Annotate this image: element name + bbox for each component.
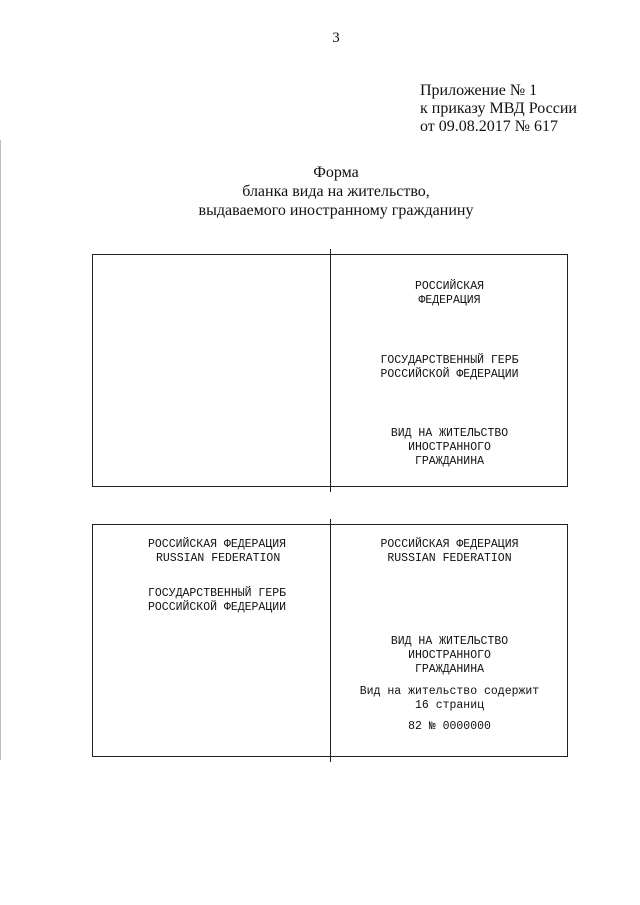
appendix-header [420, 82, 577, 136]
appendix-line-1: Приложение № 1 [420, 82, 538, 99]
inner-right-doc-line-1: ВИД НА ЖИТЕЛЬСТВО [390, 635, 509, 648]
cover-document-name [331, 427, 568, 469]
inner-right-panel [331, 525, 568, 756]
inner-right-doc-line-3: ГРАЖДАНИНА [414, 663, 484, 676]
inner-right-document-name [331, 635, 568, 677]
cover-emblem-line-1: ГОСУДАРСТВЕННЫЙ ГЕРБ [380, 354, 519, 367]
title-line-2: бланка вида на жительство, [242, 183, 430, 200]
document-title [0, 163, 640, 220]
inner-left-emblem [148, 587, 286, 615]
cover-emblem [331, 354, 568, 382]
cover-country [331, 280, 568, 308]
appendix-line-2: к приказу МВД России [420, 100, 577, 117]
cover-back-panel [93, 255, 330, 486]
form-cover [92, 254, 568, 487]
cover-country-line-2: ФЕДЕРАЦИЯ [418, 294, 481, 307]
cover-emblem-line-2: РОССИЙСКОЙ ФЕДЕРАЦИИ [380, 368, 519, 381]
page-edge-line [0, 140, 1, 760]
inner-right-serial-number: 82 № 0000000 [408, 720, 491, 733]
inner-left-country [148, 538, 286, 566]
cover-front-panel [331, 255, 568, 486]
appendix-line-3: от 09.08.2017 № 617 [420, 118, 559, 135]
inner-right-pages-line-1: Вид на жительство содержит [359, 685, 540, 698]
inner-left-emblem-line-1: ГОСУДАРСТВЕННЫЙ ГЕРБ [148, 587, 287, 600]
cover-country-line-1: РОССИЙСКАЯ [414, 280, 484, 293]
cover-doc-line-3: ГРАЖДАНИНА [414, 455, 484, 468]
form-inner-spread [92, 524, 568, 757]
inner-right-country [331, 538, 568, 566]
inner-right-country-en: RUSSIAN FEDERATION [387, 552, 512, 565]
title-line-1: Форма [313, 164, 359, 181]
inner-right-pages-line-2: 16 страниц [414, 699, 484, 712]
inner-left-emblem-line-2: РОССИЙСКОЙ ФЕДЕРАЦИИ [148, 601, 287, 614]
cover-doc-line-1: ВИД НА ЖИТЕЛЬСТВО [390, 427, 509, 440]
page-number: 3 [332, 30, 340, 46]
inner-right-doc-line-2: ИНОСТРАННОГО [408, 649, 491, 662]
inner-right-pages-note [331, 685, 568, 713]
cover-doc-line-2: ИНОСТРАННОГО [408, 441, 491, 454]
inner-left-panel [93, 525, 330, 756]
inner-left-country-en: RUSSIAN FEDERATION [156, 552, 281, 565]
inner-right-country-ru: РОССИЙСКАЯ ФЕДЕРАЦИЯ [380, 538, 519, 551]
title-line-3: выдаваемого иностранному гражданину [198, 202, 474, 219]
inner-left-country-ru: РОССИЙСКАЯ ФЕДЕРАЦИЯ [148, 538, 287, 551]
